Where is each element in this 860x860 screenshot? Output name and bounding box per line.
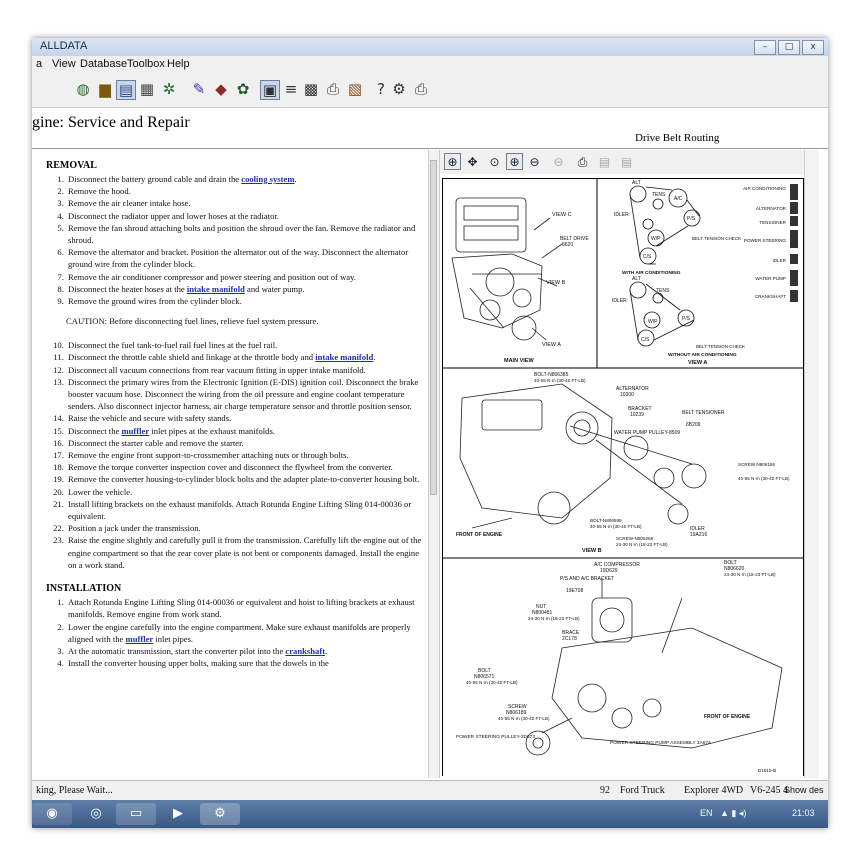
- step-text: Remove the converter housing-to-cylinder block bolts and the adapter plate-to-converter housing bolt.: [68, 474, 420, 485]
- procedure-step: [66, 351, 428, 363]
- label-bolt-mid-torque: 40-55 N·m (30-40 FT-LB): [534, 378, 586, 383]
- text-scrollbar[interactable]: [428, 150, 440, 778]
- label-screw-left-num: N806189: [506, 710, 527, 716]
- procedure-step: [66, 657, 428, 669]
- label-cs: C/S: [643, 254, 652, 260]
- label-main-view: MAIN VIEW: [504, 358, 534, 364]
- zoom-fit-icon[interactable]: ⊙: [489, 155, 500, 169]
- procedure-step: [66, 376, 428, 413]
- step-text: Remove the hood.: [68, 186, 131, 197]
- label-bolt-left: BOLT: [478, 668, 491, 674]
- procedure-step: [66, 197, 428, 209]
- procedure-step: [66, 437, 428, 449]
- label-view-c: VIEW C: [552, 212, 572, 218]
- menu-database[interactable]: Database: [80, 58, 128, 70]
- legend-water-pump: WATER PUMP: [755, 276, 786, 281]
- label-view-a: VIEW A: [542, 342, 561, 348]
- step-text: Raise the engine slightly and carefully pull it from the transmission. Carefully lift the engine out of the engine compartment so that the rear cover plate is not bent or components damaged. Install the engine on a work stand.: [68, 535, 422, 570]
- label-ac-comp: A/C COMPRESSOR: [594, 562, 640, 568]
- label-ac: A/C: [674, 196, 683, 202]
- step-text: Disconnect the radiator upper and lower hoses at the radiator.: [68, 210, 279, 221]
- label-ac-comp-num: 19D629: [600, 568, 618, 574]
- list-icon[interactable]: ≡: [284, 80, 298, 98]
- browser-icon[interactable]: ◎: [90, 806, 102, 821]
- label-alt-2: ALT: [632, 276, 641, 282]
- step-text: .: [294, 174, 297, 184]
- zoom-in-icon[interactable]: ⊕: [444, 153, 461, 170]
- label-bolt-low: BOLT-N806599: [590, 518, 622, 523]
- label-belt-tension-check: BELT TENSION CHECK: [692, 236, 742, 241]
- label-front-of-engine-2: FRONT OF ENGINE: [704, 714, 751, 720]
- clock[interactable]: 21:03: [792, 808, 815, 818]
- legend-alternator: ALTERNATOR: [755, 206, 786, 211]
- label-ps-pump: POWER STEERING PUMP ASSEMBLY 3A674: [610, 741, 711, 746]
- procedure-step: [66, 412, 428, 424]
- window-controls: [754, 40, 824, 55]
- label-idler-2b: IDLER: [690, 526, 705, 532]
- lock-icon[interactable]: ▆: [99, 80, 111, 98]
- zoom-region-icon[interactable]: ⊕: [506, 153, 523, 170]
- status-show-desktop[interactable]: Show des: [784, 785, 824, 795]
- step-text: Lower the engine carefully into the engine compartment. Make sure exhaust manifolds are properly aligned with the: [68, 621, 411, 644]
- label-screw-low: SCREW-N805268: [616, 536, 654, 541]
- label-ps: P/S: [687, 216, 696, 222]
- step-text: At the automatic transmission, start the converter pilot into the: [68, 645, 286, 656]
- label-belt-tensioner: BELT TENSIONER: [682, 410, 725, 416]
- wrench-icon[interactable]: ✎: [192, 80, 206, 98]
- diagram-pane: [440, 150, 804, 778]
- step-text: Remove the torque converter inspection cover and disconnect the flywheel from the converter.: [68, 462, 393, 473]
- label-bolt-top-torque: 24-30 N·m (18-23 FT-LB): [724, 572, 776, 577]
- label-fig-code: D1815-B: [758, 768, 777, 773]
- maximize-button[interactable]: □: [778, 40, 800, 55]
- page-icon[interactable]: ▣: [260, 80, 280, 100]
- os-taskbar: [32, 800, 828, 828]
- label-brace-num: 2C178: [562, 636, 577, 642]
- language-indicator[interactable]: EN: [700, 808, 713, 818]
- procedure-step: [66, 645, 428, 657]
- label-without-ac: WITHOUT AIR CONDITIONING: [668, 353, 737, 358]
- label-ps-ac-bracket: P/S AND A/C BRACKET: [560, 576, 615, 582]
- step-text: Disconnect the throttle cable shield and linkage at the throttle body and: [68, 352, 316, 363]
- procedure-step-list: [32, 173, 428, 307]
- glossary-link[interactable]: cooling system: [241, 174, 295, 184]
- media-icon[interactable]: ▶: [173, 806, 183, 821]
- label-ps-pulley: POWER STEERING PULLEY-3D673: [456, 735, 535, 740]
- calendar-icon[interactable]: ▦: [139, 80, 155, 98]
- procedure-step: [66, 246, 428, 270]
- step-text: Disconnect the starter cable and remove the starter.: [68, 437, 244, 448]
- app-title: ALLDATA: [40, 40, 88, 52]
- label-water-pump: WATER PUMP PULLEY-8509: [614, 430, 681, 436]
- procedure-step: [66, 534, 428, 571]
- glossary-link[interactable]: muffler: [125, 633, 154, 644]
- menu-help[interactable]: Help: [167, 58, 190, 70]
- procedure-step: [66, 210, 428, 222]
- procedure-step-list: [32, 596, 428, 669]
- label-nut-num: N800481: [532, 610, 553, 616]
- menu-bar: [32, 56, 828, 73]
- printer-icon[interactable]: ⎙: [414, 80, 427, 98]
- procedure-step: [66, 486, 428, 498]
- label-belt-tensioner-num: 6B209: [686, 422, 701, 428]
- drive-belt-diagram: [442, 178, 804, 776]
- copy-icon[interactable]: ▩: [303, 80, 319, 98]
- step-text: Remove the air cleaner intake hose.: [68, 198, 191, 209]
- label-screw-left: SCREW: [508, 704, 527, 710]
- step-text: Install lifting brackets on the exhaust manifolds. Attach Rotunda Engine Lifting Sling 014-00036 or equivalent.: [68, 498, 412, 522]
- procedure-step: [66, 522, 428, 534]
- step-text: Disconnect the: [68, 425, 122, 436]
- section-heading-installation: INSTALLATION: [46, 583, 122, 595]
- procedure-step: [66, 173, 428, 185]
- legend-idler: IDLER: [772, 258, 786, 263]
- legend-power-steering: POWER STEERING: [743, 238, 786, 243]
- menu-file[interactable]: a: [36, 58, 43, 70]
- step-text: inlet pipes.: [153, 633, 194, 644]
- step-text: Disconnect the heater hoses at the: [68, 283, 187, 294]
- glossary-link[interactable]: intake manifold: [186, 283, 245, 294]
- procedure-step: [66, 364, 428, 376]
- step-text: Install the converter housing upper bolts, making sure that the dowels in the: [68, 658, 329, 669]
- close-button[interactable]: x: [802, 40, 824, 55]
- caution-note: CAUTION: Before disconnecting fuel lines, relieve fuel system pressure.: [66, 316, 319, 327]
- legend-tensioner: TENSIONER: [759, 220, 786, 225]
- step-text: Disconnect all vacuum connections from rear vacuum fitting in upper intake manifold.: [68, 364, 366, 375]
- step-text: Remove the engine front support-to-crossmember attaching nuts or through bolts.: [68, 450, 349, 461]
- label-belt-drive-num: 8620: [562, 242, 574, 248]
- step-text: Position a jack under the transmission.: [68, 523, 201, 534]
- step-text: inlet pipes at the exhaust manifolds.: [149, 425, 275, 436]
- step-text: .: [325, 645, 328, 656]
- procedure-step: [66, 185, 428, 197]
- label-bolt-mid: BOLT-N806385: [534, 372, 569, 378]
- page-header: [32, 108, 828, 149]
- globe-icon[interactable]: ◍: [76, 80, 90, 98]
- print-diagram-icon[interactable]: ⎙: [577, 155, 588, 169]
- glossary-link[interactable]: crankshaft: [285, 645, 326, 656]
- label-idler-2b-num: 19A216: [690, 532, 708, 538]
- label-view-b-2: VIEW B: [582, 548, 602, 554]
- label-idler: IDLER: [614, 212, 629, 218]
- procedure-step: [66, 621, 428, 645]
- status-message: king, Please Wait...: [36, 785, 113, 796]
- procedure-step: [66, 449, 428, 461]
- tray-icons[interactable]: ▲ ▮ ◂): [720, 808, 747, 818]
- help-icon[interactable]: ?: [377, 80, 385, 98]
- procedure-step-list: [32, 339, 428, 571]
- glossary-link[interactable]: muffler: [121, 425, 150, 436]
- zoom-out-icon[interactable]: ⊖: [529, 155, 540, 169]
- start-button[interactable]: ◉: [32, 803, 72, 825]
- label-wp-2: W/P: [648, 319, 658, 325]
- step-text: Disconnect the battery ground cable and drain the: [68, 174, 242, 184]
- label-bolt-top: BOLT: [724, 560, 737, 566]
- procedure-step: [66, 498, 428, 522]
- label-ps-ac-bracket-num: 19E708: [566, 588, 584, 594]
- diagram-title: Drive Belt Routing: [635, 132, 720, 144]
- label-ps-2: P/S: [682, 316, 691, 322]
- procedure-step: [66, 295, 428, 307]
- label-screw-low-torque: 24-30 N·m (18-23 FT-LB): [616, 542, 668, 547]
- label-bolt-left-num: N806571: [474, 674, 495, 680]
- menu-toolbox[interactable]: Toolbox: [127, 58, 165, 70]
- main-toolbar: [32, 73, 828, 108]
- step-text: Remove the air conditioner compressor and power steering and position out of way.: [68, 271, 356, 282]
- diagram-scrollbar[interactable]: [804, 150, 819, 778]
- glossary-link[interactable]: intake manifold: [315, 352, 374, 363]
- section-heading-removal: REMOVAL: [46, 160, 97, 171]
- legend-air-conditioning: AIR CONDITIONING: [743, 186, 786, 191]
- step-text: Remove the alternator and bracket. Position the alternator out of the way. Disconnect the alternator ground wire from the cylinder block.: [68, 247, 409, 270]
- label-wp: W/P: [651, 236, 661, 242]
- label-alternator-num: 10300: [620, 392, 634, 398]
- text-scrollbar-thumb[interactable]: [430, 160, 437, 495]
- label-idler-2: IDLER: [612, 298, 627, 304]
- title-bar[interactable]: [32, 38, 828, 56]
- label-brace: BRACE: [562, 630, 580, 636]
- engine-icon[interactable]: ✿: [236, 80, 250, 98]
- label-with-ac: WITH AIR CONDITIONING: [622, 271, 681, 276]
- label-bracket: BRACKET: [628, 406, 652, 412]
- procedure-step: [66, 271, 428, 283]
- label-view-a-2: VIEW A: [688, 360, 708, 366]
- label-screw-r: SCREW N806186: [738, 462, 776, 467]
- label-belt-drive: BELT DRIVE: [560, 236, 589, 242]
- label-tens-2: TENS: [656, 288, 670, 294]
- disk-icon[interactable]: ▧: [347, 80, 363, 98]
- library-icon[interactable]: ▤: [116, 80, 136, 100]
- label-nut-torque: 24-30 N·m (18-23 FT-LB): [528, 616, 580, 621]
- label-screw-left-torque: 40-55 N·m (30-40 FT-LB): [498, 716, 550, 721]
- pan-icon[interactable]: ✥: [467, 155, 478, 169]
- status-bar: [32, 780, 828, 801]
- procedure-step: [66, 283, 428, 295]
- print-icon[interactable]: ⎙: [326, 80, 339, 98]
- next-page-icon[interactable]: ▤: [620, 155, 633, 169]
- status-make: Ford Truck: [620, 785, 665, 796]
- label-bolt-low-torque: 40-55 N·m (30-40 FT-LB): [590, 524, 642, 529]
- procedure-text-pane[interactable]: [32, 150, 428, 778]
- folder-icon[interactable]: ▭: [116, 803, 156, 825]
- tools-icon[interactable]: ⚙: [392, 80, 406, 98]
- step-text: Disconnect the primary wires from the Electronic Ignition (E-DIS) ignition coil. Disconnect the brake booster vacuum hose. Disconnect the wiring from the oil pressure and engine coolant temperature senders. Also disconnect injector harness, air charge temperature sensor and throttle position sensor.: [68, 376, 419, 412]
- label-bracket-num: 10239: [630, 412, 644, 418]
- procedure-step: [66, 461, 428, 473]
- legend-crankshaft: CRANKSHAFT: [754, 294, 786, 299]
- minimize-button[interactable]: –: [754, 40, 776, 55]
- label-bolt-top-num: N806620: [724, 566, 745, 572]
- procedure-step: [66, 425, 428, 437]
- alldata-task-icon[interactable]: ⚙: [200, 803, 240, 825]
- step-text: Lower the vehicle.: [68, 486, 133, 497]
- step-text: Raise the vehicle and secure with safety stands.: [68, 413, 232, 424]
- app-window: [32, 38, 828, 828]
- step-text: and water pump.: [244, 283, 305, 294]
- zoom-reset-icon[interactable]: ⊖: [553, 155, 564, 169]
- diagram-toolbar: [440, 150, 804, 174]
- prev-page-icon[interactable]: ▤: [598, 155, 611, 169]
- label-bolt-left-torque: 40-55 N·m (30-40 FT-LB): [466, 680, 518, 685]
- label-belt-tension-check-2: BELT TENSION CHECK: [696, 344, 746, 349]
- step-text: .: [373, 352, 376, 363]
- status-number: 92: [600, 785, 610, 796]
- gears-icon[interactable]: ✲: [162, 80, 176, 98]
- procedure-step: [66, 339, 428, 351]
- label-front-of-engine: FRONT OF ENGINE: [456, 532, 503, 538]
- page-title: gine: Service and Repair: [32, 114, 190, 131]
- label-cs-2: C/S: [641, 337, 650, 343]
- step-text: Remove the ground wires from the cylinder block.: [68, 296, 242, 307]
- step-text: Remove the fan shroud attaching bolts and position the shroud over the fan. Remove the radiator and shroud.: [68, 222, 416, 246]
- car-icon[interactable]: ◆: [215, 80, 227, 98]
- procedure-step: [66, 473, 428, 485]
- label-nut: NUT: [536, 604, 547, 610]
- step-text: Disconnect the fuel tank-to-fuel rail fuel lines at the fuel rail.: [68, 340, 278, 351]
- menu-view[interactable]: View: [52, 58, 76, 70]
- procedure-step: [66, 596, 428, 620]
- status-engine: V6-245 4: [750, 785, 789, 796]
- label-tens: TENS: [652, 192, 666, 198]
- step-text: Attach Rotunda Engine Lifting Sling 014-00036 or equivalent and hoist to lifting brackets at exhaust manifolds. Remove engine from work stand.: [68, 597, 415, 620]
- label-view-b: VIEW B: [546, 280, 566, 286]
- procedure-step: [66, 222, 428, 246]
- label-alt: ALT: [632, 180, 641, 186]
- status-model: Explorer 4WD: [684, 785, 744, 796]
- label-screw-r-torque: 40-55 N·m (30-40 FT-LB): [738, 476, 790, 481]
- label-alternator: ALTERNATOR: [616, 386, 649, 392]
